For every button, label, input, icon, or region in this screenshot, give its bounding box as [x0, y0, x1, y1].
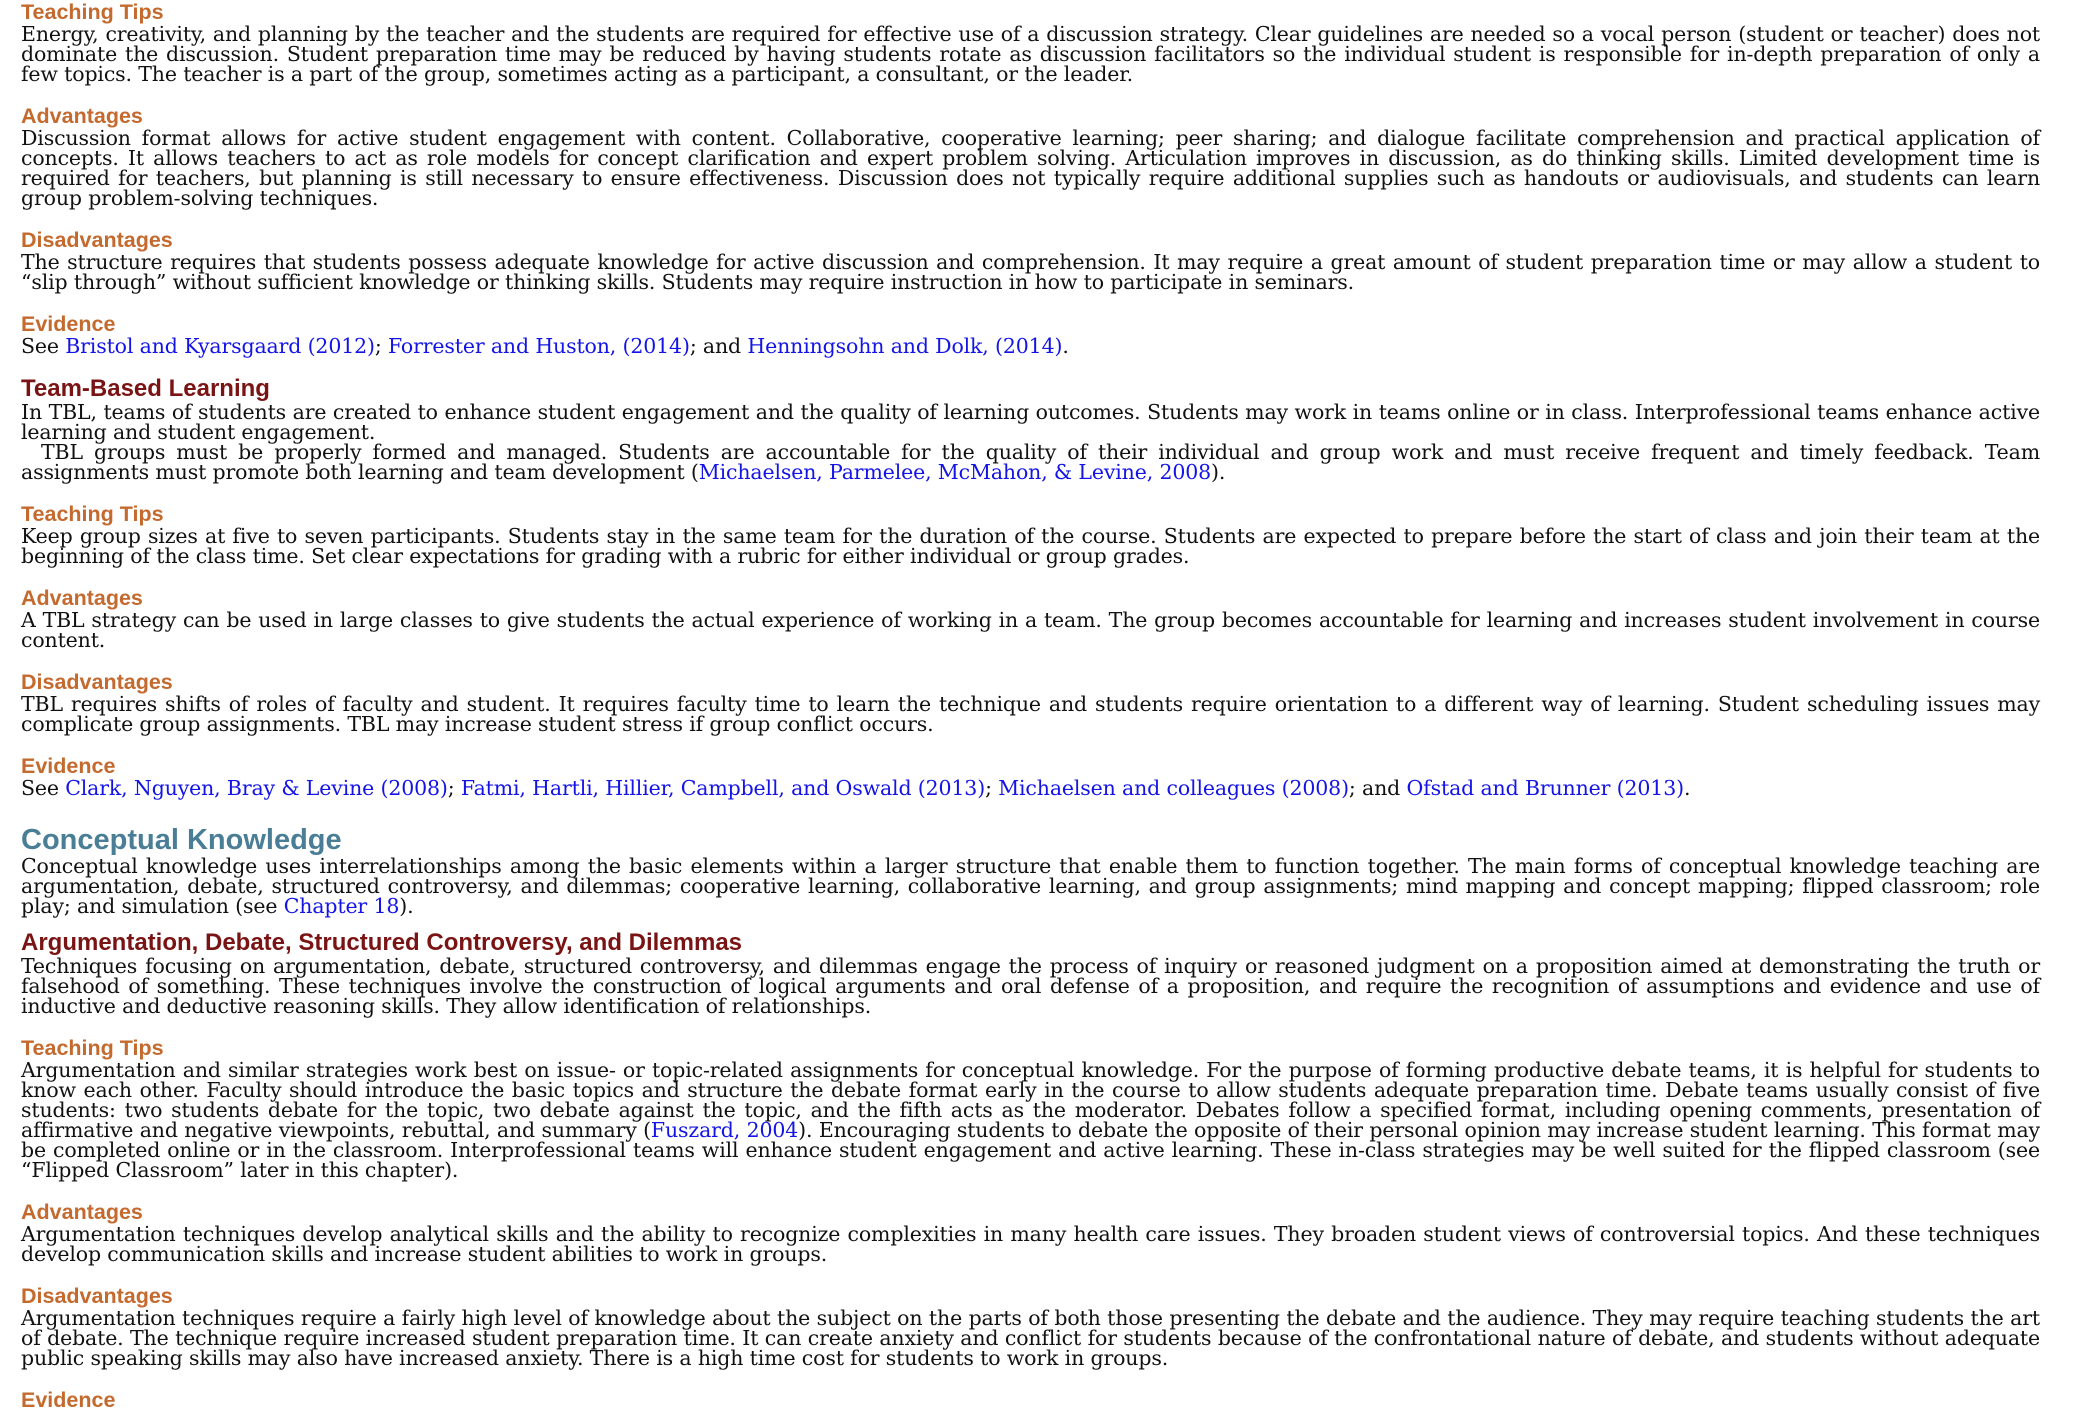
disadvantages-heading: Disadvantages	[21, 1284, 173, 1308]
evidence-paragraph	[21, 778, 2040, 798]
evidence-separator: ;	[447, 776, 461, 800]
disadvantages-paragraph: Argumentation techniques require a fairly high level of knowledge about the subject on the parts of both those presenting the debate and the audience. They may require teaching students the art of debate. The technique require increased student preparation time. It can create anxiety and conflict for students because of the confrontational nature of debate, and students without adequate public speaking skills may also have increased anxiety. There is a high time cost for students to work in groups.	[21, 1306, 2040, 1370]
advantages-heading: Advantages	[21, 104, 143, 128]
reference-link[interactable]: Fuszard, 2004	[650, 1118, 799, 1142]
teaching-tips-heading: Teaching Tips	[21, 0, 164, 24]
advantages-heading: Advantages	[21, 586, 143, 610]
advantages-paragraph: Discussion format allows for active student engagement with content. Collaborative, cooperative learning; peer sharing; and dialogue facilitate comprehension and practical application of concepts. It allows teachers to act as role models for concept clarification and expert problem solving. Articulation improves in discussion, as do thinking skills. Limited development time is required for teachers, but planning is still necessary to ensure effectiveness. Discussion does not typically require additional supplies such as handouts or audiovisuals, and students can learn group problem-solving techniques.	[21, 126, 2040, 210]
conceptual-text: Conceptual knowledge uses interrelationships among the basic elements within a larger structure that enable them to function together. The main forms of conceptual knowledge teaching are argumentation, debate, structured controversy, and dilemmas; cooperative learning, collaborative learning, and group assignments; mind mapping and concept mapping; flipped classroom; role play; and simulation (see	[21, 854, 2040, 918]
argumentation-paragraph: Techniques focusing on argumentation, debate, structured controversy, and dilemmas engage the process of inquiry or reasoned judgment on a proposition aimed at demonstrating the truth or falsehood of something. These techniques involve the construction of logical arguments and oral defense of a proposition, and require the recognition of assumptions and evidence and use of inductive and deductive reasoning skills. They allow identification of relationships.	[21, 954, 2040, 1018]
tbl-groups-end: ).	[1211, 460, 1226, 484]
teaching-tips-heading: Teaching Tips	[21, 502, 164, 526]
disadvantages-paragraph: TBL requires shifts of roles of faculty and student. It requires faculty time to learn the technique and students require orientation to a different way of learning. Student scheduling issues may complicate group assignments. TBL may increase student stress if group conflict occurs.	[21, 692, 2040, 736]
evidence-heading: Evidence	[21, 1388, 116, 1412]
reference-link[interactable]: Michaelsen and colleagues (2008)	[998, 776, 1349, 800]
reference-link[interactable]: Clark, Nguyen, Bray & Levine (2008)	[65, 776, 448, 800]
chapter-link[interactable]: Chapter 18	[283, 894, 400, 918]
evidence-separator: ; and	[1348, 776, 1407, 800]
advantages-heading: Advantages	[21, 1200, 143, 1224]
teaching-tips-text: Argumentation and similar strategies work best on issue- or topic-related assignments for conceptual knowledge. For the purpose of forming productive debate teams, it is helpful for students to know each other. Faculty should introduce the basic topics and structure the debate format early in the course to allow students adequate preparation time. Debate teams usually consist of five students: two students debate for the topic, two debate against the topic, and the fifth acts as the moderator. Debates follow a specified format, including opening comments, presentation of affirmative and negative viewpoints, rebuttal, and summary (	[21, 1058, 2040, 1142]
reference-link[interactable]: Bristol and Kyarsgaard (2012)	[65, 334, 375, 358]
evidence-separator: ; and	[689, 334, 748, 358]
evidence-separator: ;	[985, 776, 999, 800]
evidence-heading: Evidence	[21, 754, 116, 778]
evidence-see: See	[21, 334, 66, 358]
section-heading-argumentation: Argumentation, Debate, Structured Controversy, and Dilemmas	[21, 929, 743, 956]
tbl-groups-paragraph	[21, 442, 2040, 482]
evidence-paragraph	[21, 336, 2040, 356]
section-heading-team-based-learning: Team-Based Learning	[21, 375, 270, 402]
evidence-end: .	[1683, 776, 1691, 800]
advantages-paragraph: Argumentation techniques develop analytical skills and the ability to recognize complexities in many health care issues. They broaden student views of controversial topics. And these techniques develop communication skills and increase student abilities to work in groups.	[21, 1222, 2040, 1266]
reference-link[interactable]: Forrester and Huston, (2014)	[387, 334, 690, 358]
advantages-paragraph: A TBL strategy can be used in large classes to give students the actual experience of working in a team. The group becomes accountable for learning and increases student involvement in course content.	[21, 608, 2040, 652]
conceptual-paragraph	[21, 856, 2040, 916]
reference-link[interactable]: Henningsohn and Dolk, (2014)	[747, 334, 1063, 358]
disadvantages-heading: Disadvantages	[21, 228, 173, 252]
evidence-see: See	[21, 776, 66, 800]
reference-link[interactable]: Fatmi, Hartli, Hillier, Campbell, and Oswald (2013)	[460, 776, 986, 800]
teaching-tips-paragraph: Keep group sizes at five to seven participants. Students stay in the same team for the duration of the course. Students are expected to prepare before the start of class and join their team at the beginning of the class time. Set clear expectations for grading with a rubric for either individual or group grades.	[21, 524, 2040, 568]
chapter-heading-conceptual-knowledge: Conceptual Knowledge	[21, 824, 342, 856]
document-page	[21, 0, 2040, 1412]
disadvantages-paragraph: The structure requires that students possess adequate knowledge for active discussion and comprehension. It may require a great amount of student preparation time or may allow a student to “slip through” without sufficient knowledge or thinking skills. Students may require instruction in how to participate in seminars.	[21, 250, 2040, 294]
teaching-tips-paragraph	[21, 1060, 2040, 1180]
disadvantages-heading: Disadvantages	[21, 670, 173, 694]
teaching-tips-paragraph: Energy, creativity, and planning by the teacher and the students are required for effective use of a discussion strategy. Clear guidelines are needed so a vocal person (student or teacher) does not dominate the discussion. Student preparation time may be reduced by having students rotate as discussion facilitators so the individual student is responsible for in-depth preparation of only a few topics. The teacher is a part of the group, sometimes acting as a participant, a consultant, or the leader.	[21, 22, 2040, 86]
tbl-groups-text: TBL groups must be properly formed and managed. Students are accountable for the quality of their individual and group work and must receive frequent and timely feedback. Team assignments must promote both learning and team development (	[21, 440, 2040, 484]
teaching-tips-heading: Teaching Tips	[21, 1036, 164, 1060]
teaching-tips-text-cont: ). Encouraging students to debate the opposite of their personal opinion may increase student learning. This format may be completed online or in the classroom. Interprofessional teams will enhance student engagement and active learning. These in-class strategies may be well suited for the flipped classroom (see “Flipped Classroom” later in this chapter).	[21, 1118, 2040, 1182]
evidence-separator: ;	[374, 334, 388, 358]
evidence-heading: Evidence	[21, 312, 116, 336]
evidence-end: .	[1062, 334, 1069, 358]
conceptual-end: ).	[399, 894, 414, 918]
reference-link[interactable]: Ofstad and Brunner (2013)	[1406, 776, 1684, 800]
tbl-intro-paragraph: In TBL, teams of students are created to enhance student engagement and the quality of learning outcomes. Students may work in teams online or in class. Interprofessional teams enhance active learning and student engagement.	[21, 400, 2040, 444]
reference-link[interactable]: Michaelsen, Parmelee, McMahon, & Levine, 2008	[698, 460, 1212, 484]
